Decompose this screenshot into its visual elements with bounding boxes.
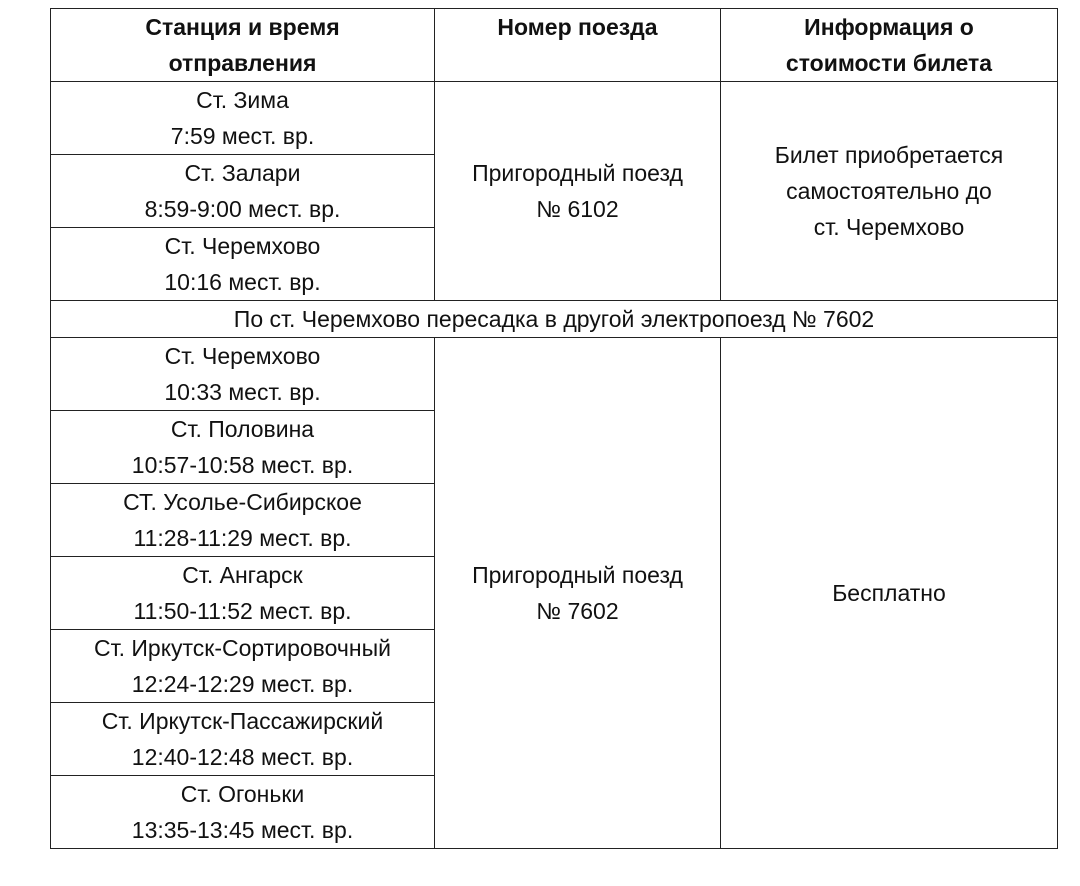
train-type: Пригородный поезд [472, 562, 683, 588]
station-cell [51, 411, 435, 484]
station-name: Ст. Половина [170, 416, 315, 442]
station-time: 10:33 мест. вр. [164, 379, 321, 405]
header-station-line: Станция и время [145, 14, 340, 40]
station-time: 10:16 мест. вр. [164, 269, 321, 295]
station-cell [51, 557, 435, 630]
station-time: 8:59-9:00 мест. вр. [144, 196, 341, 222]
train-cell-7602 [435, 338, 721, 849]
station-cell [51, 484, 435, 557]
transfer-row [51, 301, 1058, 338]
station-name: Ст. Иркутск-Пассажирский [101, 708, 384, 734]
station-name: СТ. Усолье-Сибирское [123, 489, 362, 515]
station-cell [51, 776, 435, 849]
header-ticket-line: стоимости билета [785, 50, 993, 76]
station-time: 11:28-11:29 мест. вр. [133, 525, 352, 551]
ticket-info-line: ст. Черемхово [813, 214, 965, 240]
station-cell [51, 338, 435, 411]
ticket-info-line: самостоятельно до [786, 178, 992, 204]
ticket-info-line: Билет приобретается [774, 142, 1004, 168]
header-row [51, 9, 1058, 82]
station-cell [51, 155, 435, 228]
station-time: 11:50-11:52 мест. вр. [133, 598, 352, 624]
station-name: Ст. Огоньки [180, 781, 305, 807]
station-name: Ст. Иркутск-Сортировочный [94, 635, 391, 661]
ticket-info-free: Бесплатно [832, 580, 946, 606]
train-cell-6102 [435, 82, 721, 301]
schedule-table [50, 8, 1058, 849]
station-time: 10:57-10:58 мест. вр. [131, 452, 354, 478]
header-ticket-line: Информация о [804, 14, 974, 40]
station-name: Ст. Черемхово [164, 233, 321, 259]
table-row [51, 338, 1058, 411]
ticket-cell-group2 [721, 338, 1058, 849]
station-cell [51, 228, 435, 301]
station-name: Ст. Зима [196, 87, 289, 113]
ticket-cell-group1 [721, 82, 1058, 301]
station-cell [51, 82, 435, 155]
header-train [435, 9, 721, 82]
station-name: Ст. Черемхово [164, 343, 321, 369]
station-time: 12:24-12:29 мест. вр. [131, 671, 354, 697]
station-cell [51, 703, 435, 776]
transfer-note: По ст. Черемхово пересадка в другой электропоезд № 7602 [51, 301, 1058, 338]
train-number: № 7602 [536, 598, 619, 624]
train-type: Пригородный поезд [472, 160, 683, 186]
station-time: 13:35-13:45 мест. вр. [131, 817, 354, 843]
header-train-label: Номер поезда [497, 14, 658, 40]
header-station-line: отправления [168, 50, 317, 76]
station-name: Ст. Залари [184, 160, 301, 186]
table-row [51, 82, 1058, 155]
header-ticket [721, 9, 1058, 82]
station-time: 7:59 мест. вр. [170, 123, 315, 149]
header-station [51, 9, 435, 82]
station-cell [51, 630, 435, 703]
train-number: № 6102 [536, 196, 619, 222]
station-time: 12:40-12:48 мест. вр. [131, 744, 354, 770]
station-name: Ст. Ангарск [182, 562, 303, 588]
